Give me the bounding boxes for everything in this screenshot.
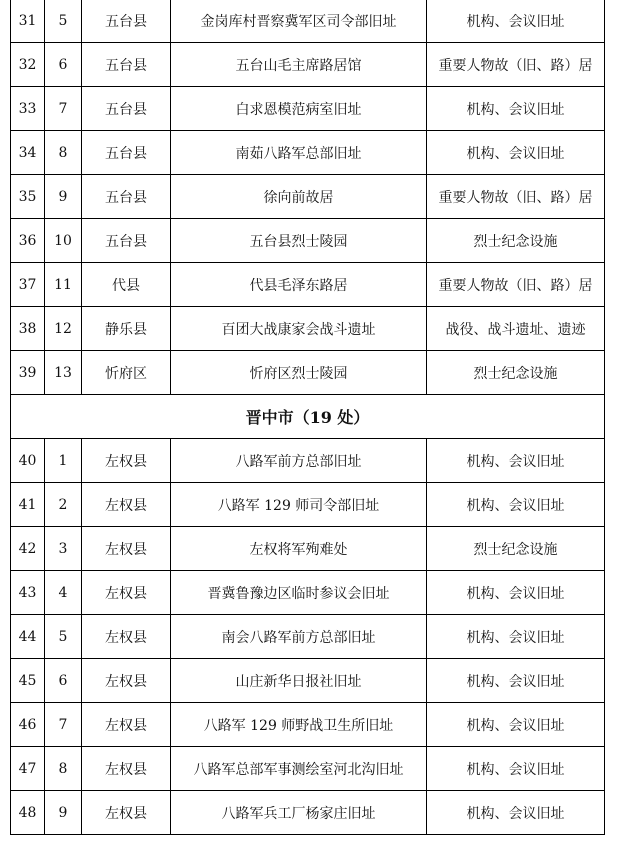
county-cell: 左权县 <box>82 615 171 659</box>
table-row <box>11 615 605 659</box>
site-name-cell: 南会八路军前方总部旧址 <box>171 615 427 659</box>
row-number-cell: 45 <box>11 659 45 703</box>
table-row <box>11 703 605 747</box>
table-row <box>11 747 605 791</box>
category-cell: 重要人物故（旧、路）居 <box>427 263 605 307</box>
category-cell: 机构、会议旧址 <box>427 131 605 175</box>
site-name-cell: 南茹八路军总部旧址 <box>171 131 427 175</box>
table-row <box>11 131 605 175</box>
category-cell: 机构、会议旧址 <box>427 0 605 43</box>
category-cell: 机构、会议旧址 <box>427 483 605 527</box>
site-name-cell: 代县毛泽东路居 <box>171 263 427 307</box>
section-header-jinzhong: 晋中市（19 处） <box>11 395 605 439</box>
table-row <box>11 571 605 615</box>
category-cell: 机构、会议旧址 <box>427 703 605 747</box>
row-number-cell: 41 <box>11 483 45 527</box>
row-number-cell: 44 <box>11 615 45 659</box>
county-cell: 左权县 <box>82 483 171 527</box>
heritage-site-table-page <box>10 0 604 835</box>
table-row <box>11 263 605 307</box>
sub-number-cell: 4 <box>45 571 82 615</box>
county-cell: 五台县 <box>82 131 171 175</box>
category-cell: 机构、会议旧址 <box>427 791 605 835</box>
county-cell: 五台县 <box>82 43 171 87</box>
section-header-row <box>11 395 605 439</box>
table-row <box>11 0 605 43</box>
county-cell: 左权县 <box>82 439 171 483</box>
sub-number-cell: 9 <box>45 175 82 219</box>
category-cell: 烈士纪念设施 <box>427 527 605 571</box>
row-number-cell: 43 <box>11 571 45 615</box>
sub-number-cell: 2 <box>45 483 82 527</box>
row-number-cell: 48 <box>11 791 45 835</box>
sub-number-cell: 1 <box>45 439 82 483</box>
category-cell: 机构、会议旧址 <box>427 439 605 483</box>
row-number-cell: 37 <box>11 263 45 307</box>
county-cell: 左权县 <box>82 791 171 835</box>
table-row <box>11 791 605 835</box>
category-cell: 机构、会议旧址 <box>427 615 605 659</box>
table-row <box>11 175 605 219</box>
site-name-cell: 八路军总部军事测绘室河北沟旧址 <box>171 747 427 791</box>
row-number-cell: 39 <box>11 351 45 395</box>
site-name-cell: 八路军 129 师司令部旧址 <box>171 483 427 527</box>
sub-number-cell: 9 <box>45 791 82 835</box>
table-row <box>11 87 605 131</box>
site-name-cell: 山庄新华日报社旧址 <box>171 659 427 703</box>
site-name-cell: 八路军 129 师野战卫生所旧址 <box>171 703 427 747</box>
county-cell: 左权县 <box>82 747 171 791</box>
row-number-cell: 47 <box>11 747 45 791</box>
category-cell: 重要人物故（旧、路）居 <box>427 175 605 219</box>
site-name-cell: 五台县烈士陵园 <box>171 219 427 263</box>
table-row <box>11 351 605 395</box>
row-number-cell: 33 <box>11 87 45 131</box>
sub-number-cell: 6 <box>45 659 82 703</box>
row-number-cell: 36 <box>11 219 45 263</box>
site-name-cell: 忻府区烈士陵园 <box>171 351 427 395</box>
county-cell: 左权县 <box>82 703 171 747</box>
table-row <box>11 483 605 527</box>
county-cell: 五台县 <box>82 175 171 219</box>
sub-number-cell: 3 <box>45 527 82 571</box>
sub-number-cell: 5 <box>45 0 82 43</box>
category-cell: 机构、会议旧址 <box>427 87 605 131</box>
site-name-cell: 八路军前方总部旧址 <box>171 439 427 483</box>
heritage-site-table <box>10 0 605 835</box>
county-cell: 左权县 <box>82 527 171 571</box>
category-cell: 烈士纪念设施 <box>427 351 605 395</box>
site-name-cell: 百团大战康家会战斗遗址 <box>171 307 427 351</box>
row-number-cell: 31 <box>11 0 45 43</box>
row-number-cell: 42 <box>11 527 45 571</box>
table-row <box>11 439 605 483</box>
sub-number-cell: 7 <box>45 87 82 131</box>
sub-number-cell: 7 <box>45 703 82 747</box>
sub-number-cell: 8 <box>45 747 82 791</box>
sub-number-cell: 13 <box>45 351 82 395</box>
row-number-cell: 35 <box>11 175 45 219</box>
site-name-cell: 八路军兵工厂杨家庄旧址 <box>171 791 427 835</box>
site-name-cell: 金岗库村晋察冀军区司令部旧址 <box>171 0 427 43</box>
sub-number-cell: 6 <box>45 43 82 87</box>
category-cell: 战役、战斗遗址、遗迹 <box>427 307 605 351</box>
table-row <box>11 43 605 87</box>
site-name-cell: 徐向前故居 <box>171 175 427 219</box>
row-number-cell: 32 <box>11 43 45 87</box>
category-cell: 重要人物故（旧、路）居 <box>427 43 605 87</box>
table-row <box>11 527 605 571</box>
sub-number-cell: 11 <box>45 263 82 307</box>
county-cell: 五台县 <box>82 0 171 43</box>
table-body <box>11 0 605 835</box>
row-number-cell: 38 <box>11 307 45 351</box>
sub-number-cell: 12 <box>45 307 82 351</box>
county-cell: 左权县 <box>82 659 171 703</box>
table-row <box>11 659 605 703</box>
sub-number-cell: 5 <box>45 615 82 659</box>
county-cell: 五台县 <box>82 219 171 263</box>
row-number-cell: 34 <box>11 131 45 175</box>
sub-number-cell: 8 <box>45 131 82 175</box>
row-number-cell: 40 <box>11 439 45 483</box>
county-cell: 忻府区 <box>82 351 171 395</box>
county-cell: 左权县 <box>82 571 171 615</box>
county-cell: 代县 <box>82 263 171 307</box>
site-name-cell: 白求恩模范病室旧址 <box>171 87 427 131</box>
category-cell: 烈士纪念设施 <box>427 219 605 263</box>
table-row <box>11 219 605 263</box>
table-row <box>11 307 605 351</box>
category-cell: 机构、会议旧址 <box>427 747 605 791</box>
county-cell: 静乐县 <box>82 307 171 351</box>
category-cell: 机构、会议旧址 <box>427 659 605 703</box>
category-cell: 机构、会议旧址 <box>427 571 605 615</box>
site-name-cell: 五台山毛主席路居馆 <box>171 43 427 87</box>
county-cell: 五台县 <box>82 87 171 131</box>
site-name-cell: 晋冀鲁豫边区临时参议会旧址 <box>171 571 427 615</box>
sub-number-cell: 10 <box>45 219 82 263</box>
site-name-cell: 左权将军殉难处 <box>171 527 427 571</box>
row-number-cell: 46 <box>11 703 45 747</box>
